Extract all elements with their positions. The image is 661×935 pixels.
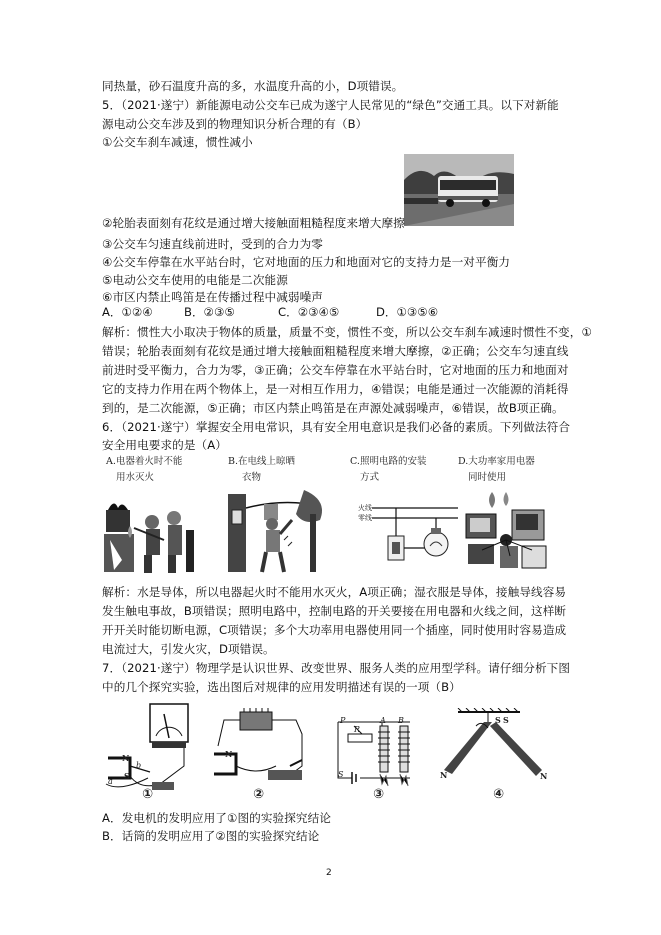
- figure-number-4: ④: [493, 787, 505, 802]
- magnet-n-label-4a: N: [440, 770, 448, 780]
- option-d: D．①③⑤⑥: [376, 305, 439, 319]
- caption-d-line1: D.大功率家用电器: [458, 456, 535, 467]
- statement-6: ⑥市区内禁止鸣笛是在传播过程中减弱噪声: [102, 290, 323, 304]
- magnet-s-label-1: S: [124, 771, 130, 781]
- statement-2: ②轮胎表面刻有花纹是通过增大接触面粗糙程度来增大摩擦: [102, 216, 405, 230]
- caption-b-line2: 衣物: [242, 472, 262, 483]
- question-5-stem-cont: 源电动公交车涉及到的物理知识分析合理的有（B）: [102, 117, 368, 131]
- analysis-6-line-1: 解析：水是导体，所以电器起火时不能用水灭火，A项正确；湿衣服是导体，接触导线容易: [102, 585, 567, 599]
- option-b: B．②③⑤: [184, 305, 235, 319]
- analysis-5-line-2: 错误；轮胎表面刻有花纹是通过增大接触面粗糙程度来增大摩擦，②正确；公交车匀速直线: [102, 344, 569, 358]
- magnet-s-label-4b: S: [503, 715, 509, 725]
- question-7-option-a: A．发电机的发明应用了①图的实验探究结论: [102, 811, 332, 825]
- statement-1: ①公交车刹车减速，惯性减小: [102, 135, 253, 149]
- question-6-stem-cont: 安全用电要求的是（A）: [102, 438, 227, 452]
- analysis-6-line-3: 开开关时能切断电源，C项错误；多个大功率用电器使用同一个插座，同时使用时容易造成: [102, 623, 567, 637]
- caption-d-line2: 同时使用: [468, 472, 507, 483]
- question-6-stem: 6．（2021·遂宁）掌握安全用电常识，具有安全用电意识是我们必备的素质。下列做法符合: [102, 420, 571, 434]
- question-7-option-b: B．话筒的发明应用了②图的实验探究结论: [102, 829, 320, 843]
- question-5-stem: 5．（2021·遂宁）新能源电动公交车已成为遂宁人民常见的“绿色”交通工具。以下对新能: [102, 98, 559, 112]
- live-wire-label: 火线: [358, 504, 372, 512]
- statement-4: ④公交车停靠在水平站台时，它对地面的压力和地面对它的支持力是一对平衡力: [102, 255, 511, 269]
- wire-b-label: b: [136, 761, 142, 770]
- analysis-6-line-4: 电流过大，引发火灾，D项错误。: [102, 642, 275, 656]
- caption-b-line1: B.在电线上晾晒: [228, 456, 296, 467]
- caption-a-line2: 用水灭火: [116, 472, 155, 483]
- caption-c-line1: C.照明电路的安装: [350, 456, 427, 467]
- analysis-6-line-2: 发生触电事故，B项错误；照明电路中，控制电路的开关要接在用电器和火线之间，这样断: [102, 604, 567, 618]
- question-7-stem-cont: 中的几个探究实验，选出图后对规律的应用发明描述有误的一项（B）: [102, 680, 461, 694]
- statement-5: ⑤电动公交车使用的电能是二次能源: [102, 273, 288, 287]
- option-c: C．②③④⑤: [278, 305, 340, 319]
- wet-clothes-illustration: [224, 490, 328, 575]
- figure-number-1: ①: [142, 787, 154, 802]
- analysis-5-line-3: 前进时受平衡力，合力为零，③正确；公交车停靠在水平站台时，它对地面的压力和地面对: [102, 363, 569, 377]
- caption-c-line2: 方式: [360, 472, 380, 483]
- option-a: A．①②④: [102, 305, 153, 319]
- figure-number-2: ②: [253, 787, 265, 802]
- fire-water-illustration: [104, 500, 196, 575]
- neutral-wire-label: 零线: [358, 514, 372, 522]
- question-7-stem: 7．（2021·遂宁）物理学是认识世界、改变世界、服务人类的应用型学科。请仔细分析下图: [102, 661, 571, 675]
- experiment-4-magnets: [432, 708, 550, 788]
- text-line: 同热量，砂石温度升高的多，水温度升高的小，D项错误。: [102, 79, 404, 93]
- resistor-r-label: R: [354, 725, 361, 734]
- slider-p-label: P: [340, 716, 346, 725]
- magnet-n-label-1: N: [122, 753, 130, 763]
- analysis-5-line-1: 解析：惯性大小取决于物体的质量，质量不变，惯性不变，所以公交车刹车减速时惯性不变，①: [102, 325, 592, 339]
- page-number: 2: [326, 868, 332, 878]
- caption-a-line1: A.电器着火时不能: [106, 456, 183, 467]
- analysis-5-line-4: 它的支持力作用在两个物体上，是一对相互作用力，④错误；电能是通过一次能源的消耗得: [102, 382, 569, 396]
- coil-b-label: B: [398, 716, 404, 725]
- magnet-s-label-4a: S: [495, 715, 501, 725]
- appliances-overload-illustration: [462, 490, 550, 575]
- analysis-5-line-5: 到的，是二次能源，⑤正确；市区内禁止鸣笛是在声源处减弱噪声，⑥错误，故B项正确。: [102, 401, 564, 415]
- electric-bus-photo: [404, 154, 514, 226]
- magnet-n-label-4b: N: [540, 771, 548, 781]
- figure-number-3: ③: [373, 787, 385, 802]
- statement-3: ③公交车匀速直线前进时，受到的合力为零: [102, 237, 323, 251]
- wire-a-label: a: [108, 777, 113, 786]
- switch-s-label: S: [338, 770, 344, 779]
- magnet-n-label-2: N: [225, 749, 233, 759]
- coil-a-label: A: [380, 716, 386, 725]
